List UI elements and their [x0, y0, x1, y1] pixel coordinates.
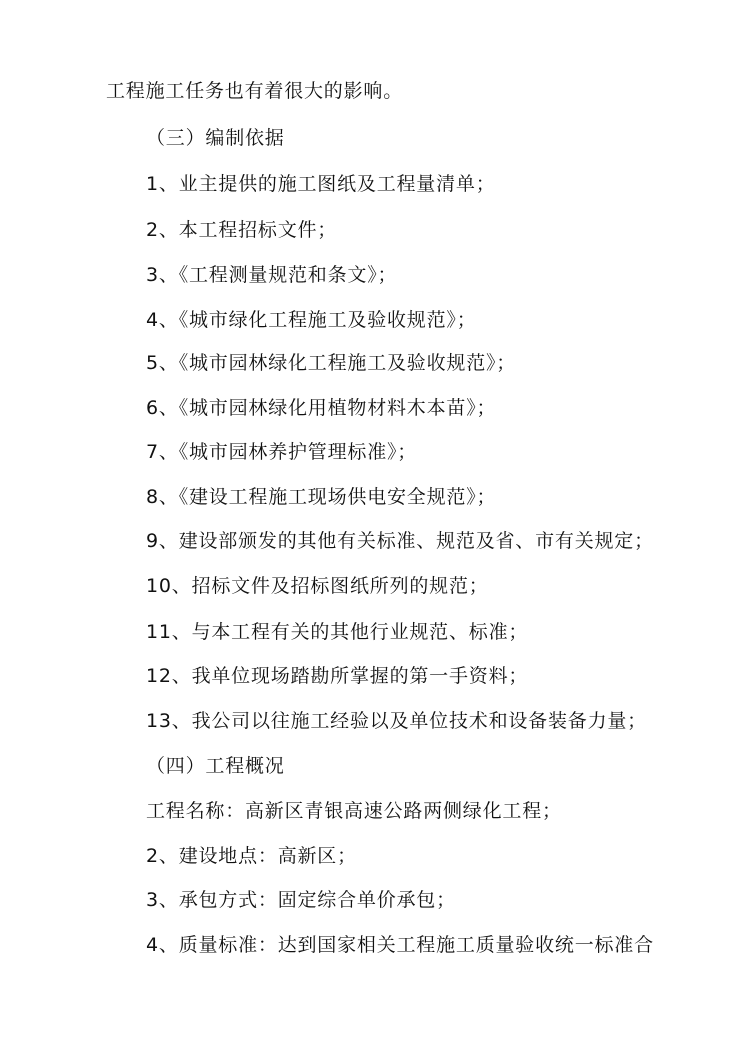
section-heading-overview: （四）工程概况: [146, 755, 285, 777]
basis-item-2: 2、本工程招标文件；: [146, 219, 338, 241]
basis-item-3: 3、《工程测量规范和条文》；: [146, 264, 398, 286]
construction-site: 2、建设地点：高新区；: [146, 845, 357, 867]
basis-item-11: 11、与本工程有关的其他行业规范、标准；: [146, 621, 529, 643]
paragraph-continuation: 工程施工任务也有着很大的影响。: [106, 80, 404, 102]
contract-method: 3、承包方式：固定综合单价承包；: [146, 889, 456, 911]
basis-item-6: 6、《城市园林绿化用植物材料木本苗》；: [146, 397, 497, 419]
basis-item-9: 9、建设部颁发的其他有关标准、规范及省、市有关规定；: [146, 530, 654, 552]
basis-item-4: 4、《城市绿化工程施工及验收规范》；: [146, 309, 477, 331]
basis-item-13: 13、我公司以往施工经验以及单位技术和设备装备力量；: [146, 710, 647, 732]
quality-standard: 4、质量标准：达到国家相关工程施工质量验收统一标准合: [146, 934, 654, 956]
basis-item-12: 12、我单位现场踏勘所掌握的第一手资料；: [146, 665, 529, 687]
section-heading-basis: （三）编制依据: [146, 127, 285, 149]
basis-item-8: 8、《建设工程施工现场供电安全规范》；: [146, 486, 497, 508]
basis-item-7: 7、《城市园林养护管理标准》；: [146, 441, 418, 463]
basis-item-10: 10、招标文件及招标图纸所列的规范；: [146, 575, 489, 597]
basis-item-5: 5、《城市园林绿化工程施工及验收规范》；: [146, 352, 517, 374]
project-name: 工程名称：高新区青银高速公路两侧绿化工程；: [146, 800, 562, 822]
basis-item-1: 1、业主提供的施工图纸及工程量清单；: [146, 173, 496, 195]
